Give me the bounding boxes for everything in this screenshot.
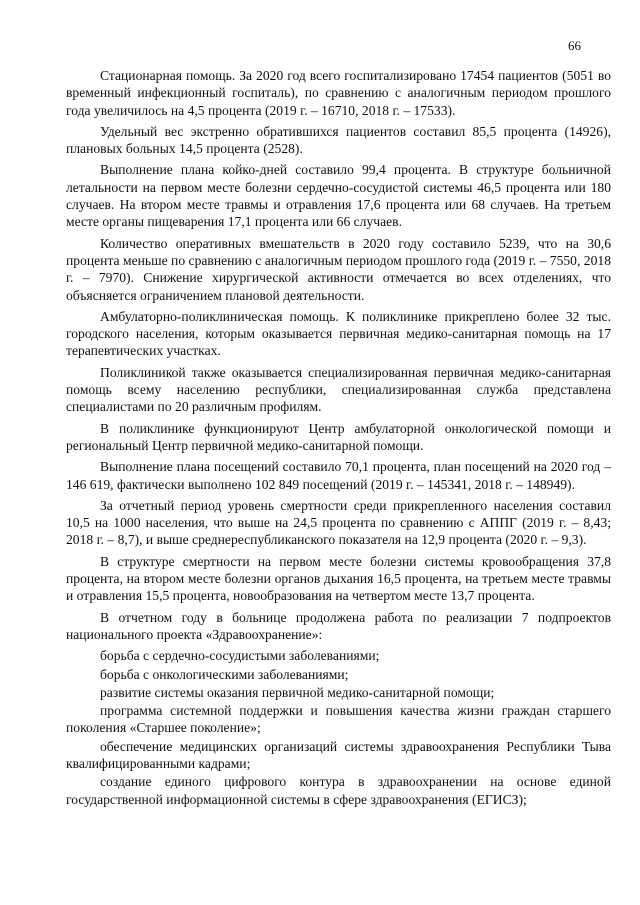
page-number: 66 [568,38,581,53]
paragraph-visits-plan: Выполнение плана посещений составило 70,1 процента, план посещений на 2020 год – 146 619, фактически выполнено 102 849 посещений (2019 г. – 145341, 2018 г. – 148949). [66,459,611,492]
paragraph-mortality: За отчетный период уровень смертности среди прикрепленного населения составил 10,5 на 1000 населения, что выше на 24,5 процента по сравнению с АППГ (2019 г. – 8,43; 2018 г. – 8,7), и выше среднереспубликанского показателя на 12,9 процента (2020 г. – 9,3). [66,497,611,548]
paragraph-inpatient-care: Стационарная помощь. За 2020 год всего госпитализировано 17454 пациентов (5051 во временный инфекционный госпиталь), по сравнению с аналогичным периодом прошлого года увеличилось на 4,5 процента (2019 г. – 16710, 2018 г. – 17533). [66,68,611,118]
list-item: создание единого цифрового контура в здравоохранении на основе единой государственной информационной системы в сфере здравоохранения (ЕГИСЗ); [66,774,611,807]
list-item: обеспечение медицинских организаций системы здравоохранения Республики Тыва квалифицированными кадрами; [66,738,611,771]
document-body [66,67,611,809]
list-item: борьба с сердечно-сосудистыми заболеваниями; [100,648,380,664]
list-item: борьба с онкологическими заболеваниями; [100,666,349,682]
list-item: развитие системы оказания первичной медико-санитарной помощи; [100,684,495,700]
list-item: программа системной поддержки и повышения качества жизни граждан старшего поколения «Старшее поколение»; [66,703,611,736]
paragraph-specialized-care: Поликлиникой также оказывается специализированная первичная медико-санитарная помощь всему населению республики, специализированная служба представлена специалистами по 20 различным профилям. [66,364,611,415]
paragraph-national-project: В отчетном году в больнице продолжена работа по реализации 7 подпроектов национального проекта «Здравоохранение»: [66,609,611,642]
paragraph-bed-days: Выполнение плана койко-дней составило 99,4 процента. В структуре больничной летальности на первом месте болезни сердечно-сосудистой системы 46,5 процента или 180 случаев. На втором месте травмы и отравления 17,6 процента или 68 случаев. На третьем месте органы пищеварения 17,1 процента или 66 случаев. [66,162,611,230]
paragraph-mortality-structure: В структуре смертности на первом месте болезни системы кровообращения 37,8 процента, на втором месте болезни органов дыхания 16,5 процента, на третьем месте травмы и отравления 15,5 процента, новообразования на четвертом месте 13,7 процента. [66,553,611,604]
paragraph-emergency-share: Удельный вес экстренно обратившихся пациентов составил 85,5 процента (14926), плановых больных 14,5 процента (2528). [66,123,611,157]
paragraph-centers: В поликлинике функционируют Центр амбулаторной онкологической помощи и региональный Центр первичной медико-санитарной помощи. [66,420,611,453]
paragraph-surgeries: Количество оперативных вмешательств в 2020 году составило 5239, что на 30,6 процента меньше по сравнению с аналогичным периодом прошлого года (2019 г. – 7550, 2018 г. – 7970). Снижение хирургической активности отмечается во всех отделениях, что объясняется ограничением плановой деятельности. [66,235,611,303]
paragraph-outpatient-care: Амбулаторно-поликлиническая помощь. К поликлинике прикреплено более 32 тыс. городского населения, которым оказывается первичная медико-санитарная помощь на 17 терапевтических участках. [66,308,611,359]
